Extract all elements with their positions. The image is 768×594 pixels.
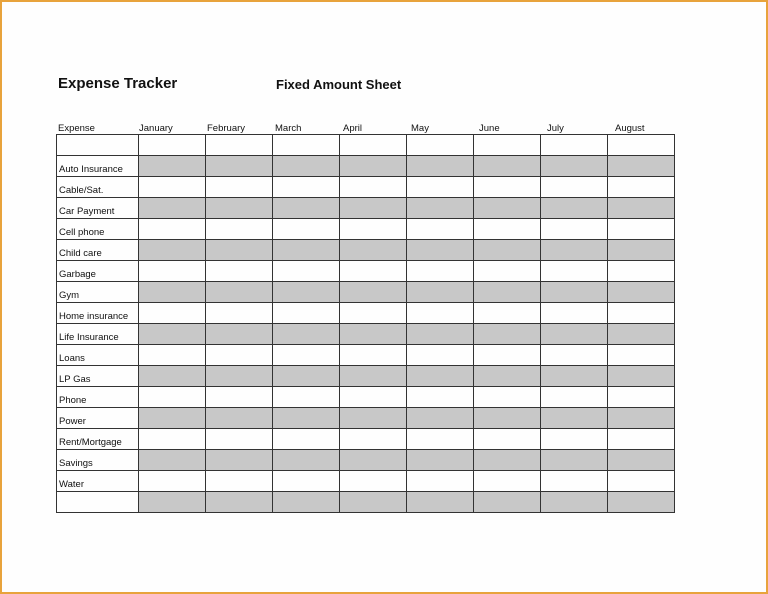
amount-cell[interactable] [474,324,541,345]
amount-cell[interactable] [474,450,541,471]
table-row [57,261,675,282]
amount-cell[interactable] [340,261,407,282]
amount-cell[interactable] [206,387,273,408]
table-row [57,387,675,408]
amount-cell[interactable] [273,471,340,492]
amount-cell[interactable] [541,240,608,261]
amount-cell[interactable] [474,219,541,240]
amount-cell[interactable] [139,366,206,387]
amount-cell[interactable] [407,303,474,324]
amount-cell[interactable] [139,450,206,471]
amount-cell[interactable] [541,303,608,324]
column-header: February [207,123,246,134]
amount-cell[interactable] [608,219,675,240]
amount-cell[interactable] [340,303,407,324]
expense-label[interactable]: LP Gas [57,366,139,387]
amount-cell[interactable] [273,366,340,387]
amount-cell[interactable] [407,387,474,408]
amount-cell[interactable] [273,135,340,156]
amount-cell[interactable] [541,429,608,450]
amount-cell[interactable] [340,156,407,177]
amount-cell[interactable] [407,324,474,345]
amount-cell[interactable] [407,261,474,282]
amount-cell[interactable] [474,177,541,198]
amount-cell[interactable] [139,387,206,408]
amount-cell[interactable] [273,177,340,198]
amount-cell[interactable] [474,492,541,513]
amount-cell[interactable] [340,240,407,261]
amount-cell[interactable] [340,429,407,450]
amount-cell[interactable] [273,429,340,450]
amount-cell[interactable] [139,345,206,366]
amount-cell[interactable] [206,324,273,345]
amount-cell[interactable] [407,219,474,240]
amount-cell[interactable] [206,177,273,198]
amount-cell[interactable] [273,261,340,282]
table-row [57,408,675,429]
amount-cell[interactable] [608,471,675,492]
table-row [57,345,675,366]
amount-cell[interactable] [407,450,474,471]
column-header: April [343,123,363,134]
amount-cell[interactable] [139,492,206,513]
amount-cell[interactable] [206,345,273,366]
amount-cell[interactable] [407,240,474,261]
expense-label[interactable] [57,135,139,156]
amount-cell[interactable] [340,387,407,408]
amount-cell[interactable] [407,198,474,219]
amount-cell[interactable] [139,177,206,198]
amount-cell[interactable] [206,471,273,492]
amount-cell[interactable] [541,366,608,387]
amount-cell[interactable] [206,408,273,429]
amount-cell[interactable] [541,387,608,408]
amount-cell[interactable] [273,408,340,429]
amount-cell[interactable] [608,198,675,219]
amount-cell[interactable] [206,198,273,219]
amount-cell[interactable] [273,198,340,219]
amount-cell[interactable] [541,198,608,219]
table-row [57,198,675,219]
expense-label[interactable]: Rent/Mortgage [57,429,139,450]
expense-label[interactable]: Life Insurance [57,324,139,345]
amount-cell[interactable] [139,219,206,240]
amount-cell[interactable] [608,261,675,282]
page-title: Expense Tracker [58,75,178,92]
amount-cell[interactable] [541,450,608,471]
expense-label[interactable]: Loans [57,345,139,366]
amount-cell[interactable] [206,219,273,240]
amount-cell[interactable] [474,345,541,366]
amount-cell[interactable] [407,408,474,429]
table-row [57,156,675,177]
table-row [57,282,675,303]
amount-cell[interactable] [608,177,675,198]
amount-cell[interactable] [474,387,541,408]
amount-cell[interactable] [340,450,407,471]
amount-cell[interactable] [273,492,340,513]
amount-cell[interactable] [608,135,675,156]
column-header: August [615,123,645,134]
table-row [57,303,675,324]
amount-cell[interactable] [474,240,541,261]
column-header: June [479,123,500,134]
table-row [57,471,675,492]
amount-cell[interactable] [608,492,675,513]
amount-cell[interactable] [541,177,608,198]
table-row [57,240,675,261]
amount-cell[interactable] [139,240,206,261]
amount-cell[interactable] [608,387,675,408]
amount-cell[interactable] [608,345,675,366]
amount-cell[interactable] [407,471,474,492]
amount-cell[interactable] [541,261,608,282]
amount-cell[interactable] [340,135,407,156]
table-row [57,429,675,450]
amount-cell[interactable] [340,408,407,429]
amount-cell[interactable] [407,366,474,387]
amount-cell[interactable] [206,366,273,387]
amount-cell[interactable] [407,177,474,198]
amount-cell[interactable] [273,303,340,324]
amount-cell[interactable] [340,471,407,492]
amount-cell[interactable] [474,303,541,324]
expense-label[interactable]: Child care [57,240,139,261]
amount-cell[interactable] [608,303,675,324]
amount-cell[interactable] [206,261,273,282]
amount-cell[interactable] [206,135,273,156]
amount-cell[interactable] [139,429,206,450]
amount-cell[interactable] [541,324,608,345]
amount-cell[interactable] [541,471,608,492]
amount-cell[interactable] [608,240,675,261]
amount-cell[interactable] [340,345,407,366]
expense-label[interactable]: Water [57,471,139,492]
amount-cell[interactable] [273,324,340,345]
amount-cell[interactable] [407,282,474,303]
column-header: March [275,123,302,134]
amount-cell[interactable] [273,282,340,303]
expense-label[interactable]: Phone [57,387,139,408]
amount-cell[interactable] [608,324,675,345]
amount-cell[interactable] [407,492,474,513]
amount-cell[interactable] [608,429,675,450]
amount-cell[interactable] [474,429,541,450]
table-row [57,324,675,345]
amount-cell[interactable] [474,408,541,429]
amount-cell[interactable] [206,450,273,471]
amount-cell[interactable] [139,282,206,303]
amount-cell[interactable] [206,492,273,513]
amount-cell[interactable] [340,366,407,387]
amount-cell[interactable] [407,156,474,177]
expense-label[interactable]: Gym [57,282,139,303]
amount-cell[interactable] [139,408,206,429]
column-header: May [411,123,429,134]
expense-label[interactable]: Home insurance [57,303,139,324]
amount-cell[interactable] [608,450,675,471]
amount-cell[interactable] [206,429,273,450]
amount-cell[interactable] [474,471,541,492]
table-row [57,450,675,471]
expense-label[interactable]: Car Payment [57,198,139,219]
amount-cell[interactable] [273,450,340,471]
amount-cell[interactable] [273,387,340,408]
amount-cell[interactable] [541,156,608,177]
amount-cell[interactable] [541,219,608,240]
amount-cell[interactable] [541,408,608,429]
amount-cell[interactable] [139,324,206,345]
amount-cell[interactable] [407,345,474,366]
amount-cell[interactable] [608,366,675,387]
amount-cell[interactable] [474,156,541,177]
expense-label[interactable]: Power [57,408,139,429]
expense-label[interactable]: Savings [57,450,139,471]
amount-cell[interactable] [340,198,407,219]
amount-cell[interactable] [340,282,407,303]
amount-cell[interactable] [139,156,206,177]
amount-cell[interactable] [340,324,407,345]
amount-cell[interactable] [608,156,675,177]
table-row [57,492,675,513]
expense-label[interactable]: Cell phone [57,219,139,240]
table-row [57,135,675,156]
amount-cell[interactable] [139,471,206,492]
amount-cell[interactable] [273,156,340,177]
amount-cell[interactable] [273,345,340,366]
table-row [57,366,675,387]
expense-table [56,134,675,513]
amount-cell[interactable] [541,345,608,366]
amount-cell[interactable] [541,492,608,513]
amount-cell[interactable] [474,282,541,303]
amount-cell[interactable] [608,282,675,303]
amount-cell[interactable] [139,198,206,219]
amount-cell[interactable] [206,240,273,261]
amount-cell[interactable] [206,282,273,303]
amount-cell[interactable] [139,261,206,282]
table-row [57,219,675,240]
amount-cell[interactable] [541,135,608,156]
amount-cell[interactable] [340,219,407,240]
amount-cell[interactable] [139,135,206,156]
amount-cell[interactable] [474,135,541,156]
amount-cell[interactable] [474,366,541,387]
amount-cell[interactable] [273,240,340,261]
amount-cell[interactable] [407,135,474,156]
expense-label[interactable] [57,492,139,513]
amount-cell[interactable] [206,156,273,177]
expense-label[interactable]: Garbage [57,261,139,282]
expense-label[interactable]: Auto Insurance [57,156,139,177]
expense-label[interactable]: Cable/Sat. [57,177,139,198]
column-header: July [547,123,564,134]
amount-cell[interactable] [340,492,407,513]
amount-cell[interactable] [206,303,273,324]
amount-cell[interactable] [340,177,407,198]
amount-cell[interactable] [474,261,541,282]
amount-cell[interactable] [407,429,474,450]
table-row [57,177,675,198]
amount-cell[interactable] [608,408,675,429]
amount-cell[interactable] [273,219,340,240]
amount-cell[interactable] [139,303,206,324]
column-header: Expense [58,123,95,134]
amount-cell[interactable] [541,282,608,303]
column-header: January [139,123,173,134]
sheet-subtitle: Fixed Amount Sheet [276,77,402,92]
amount-cell[interactable] [474,198,541,219]
